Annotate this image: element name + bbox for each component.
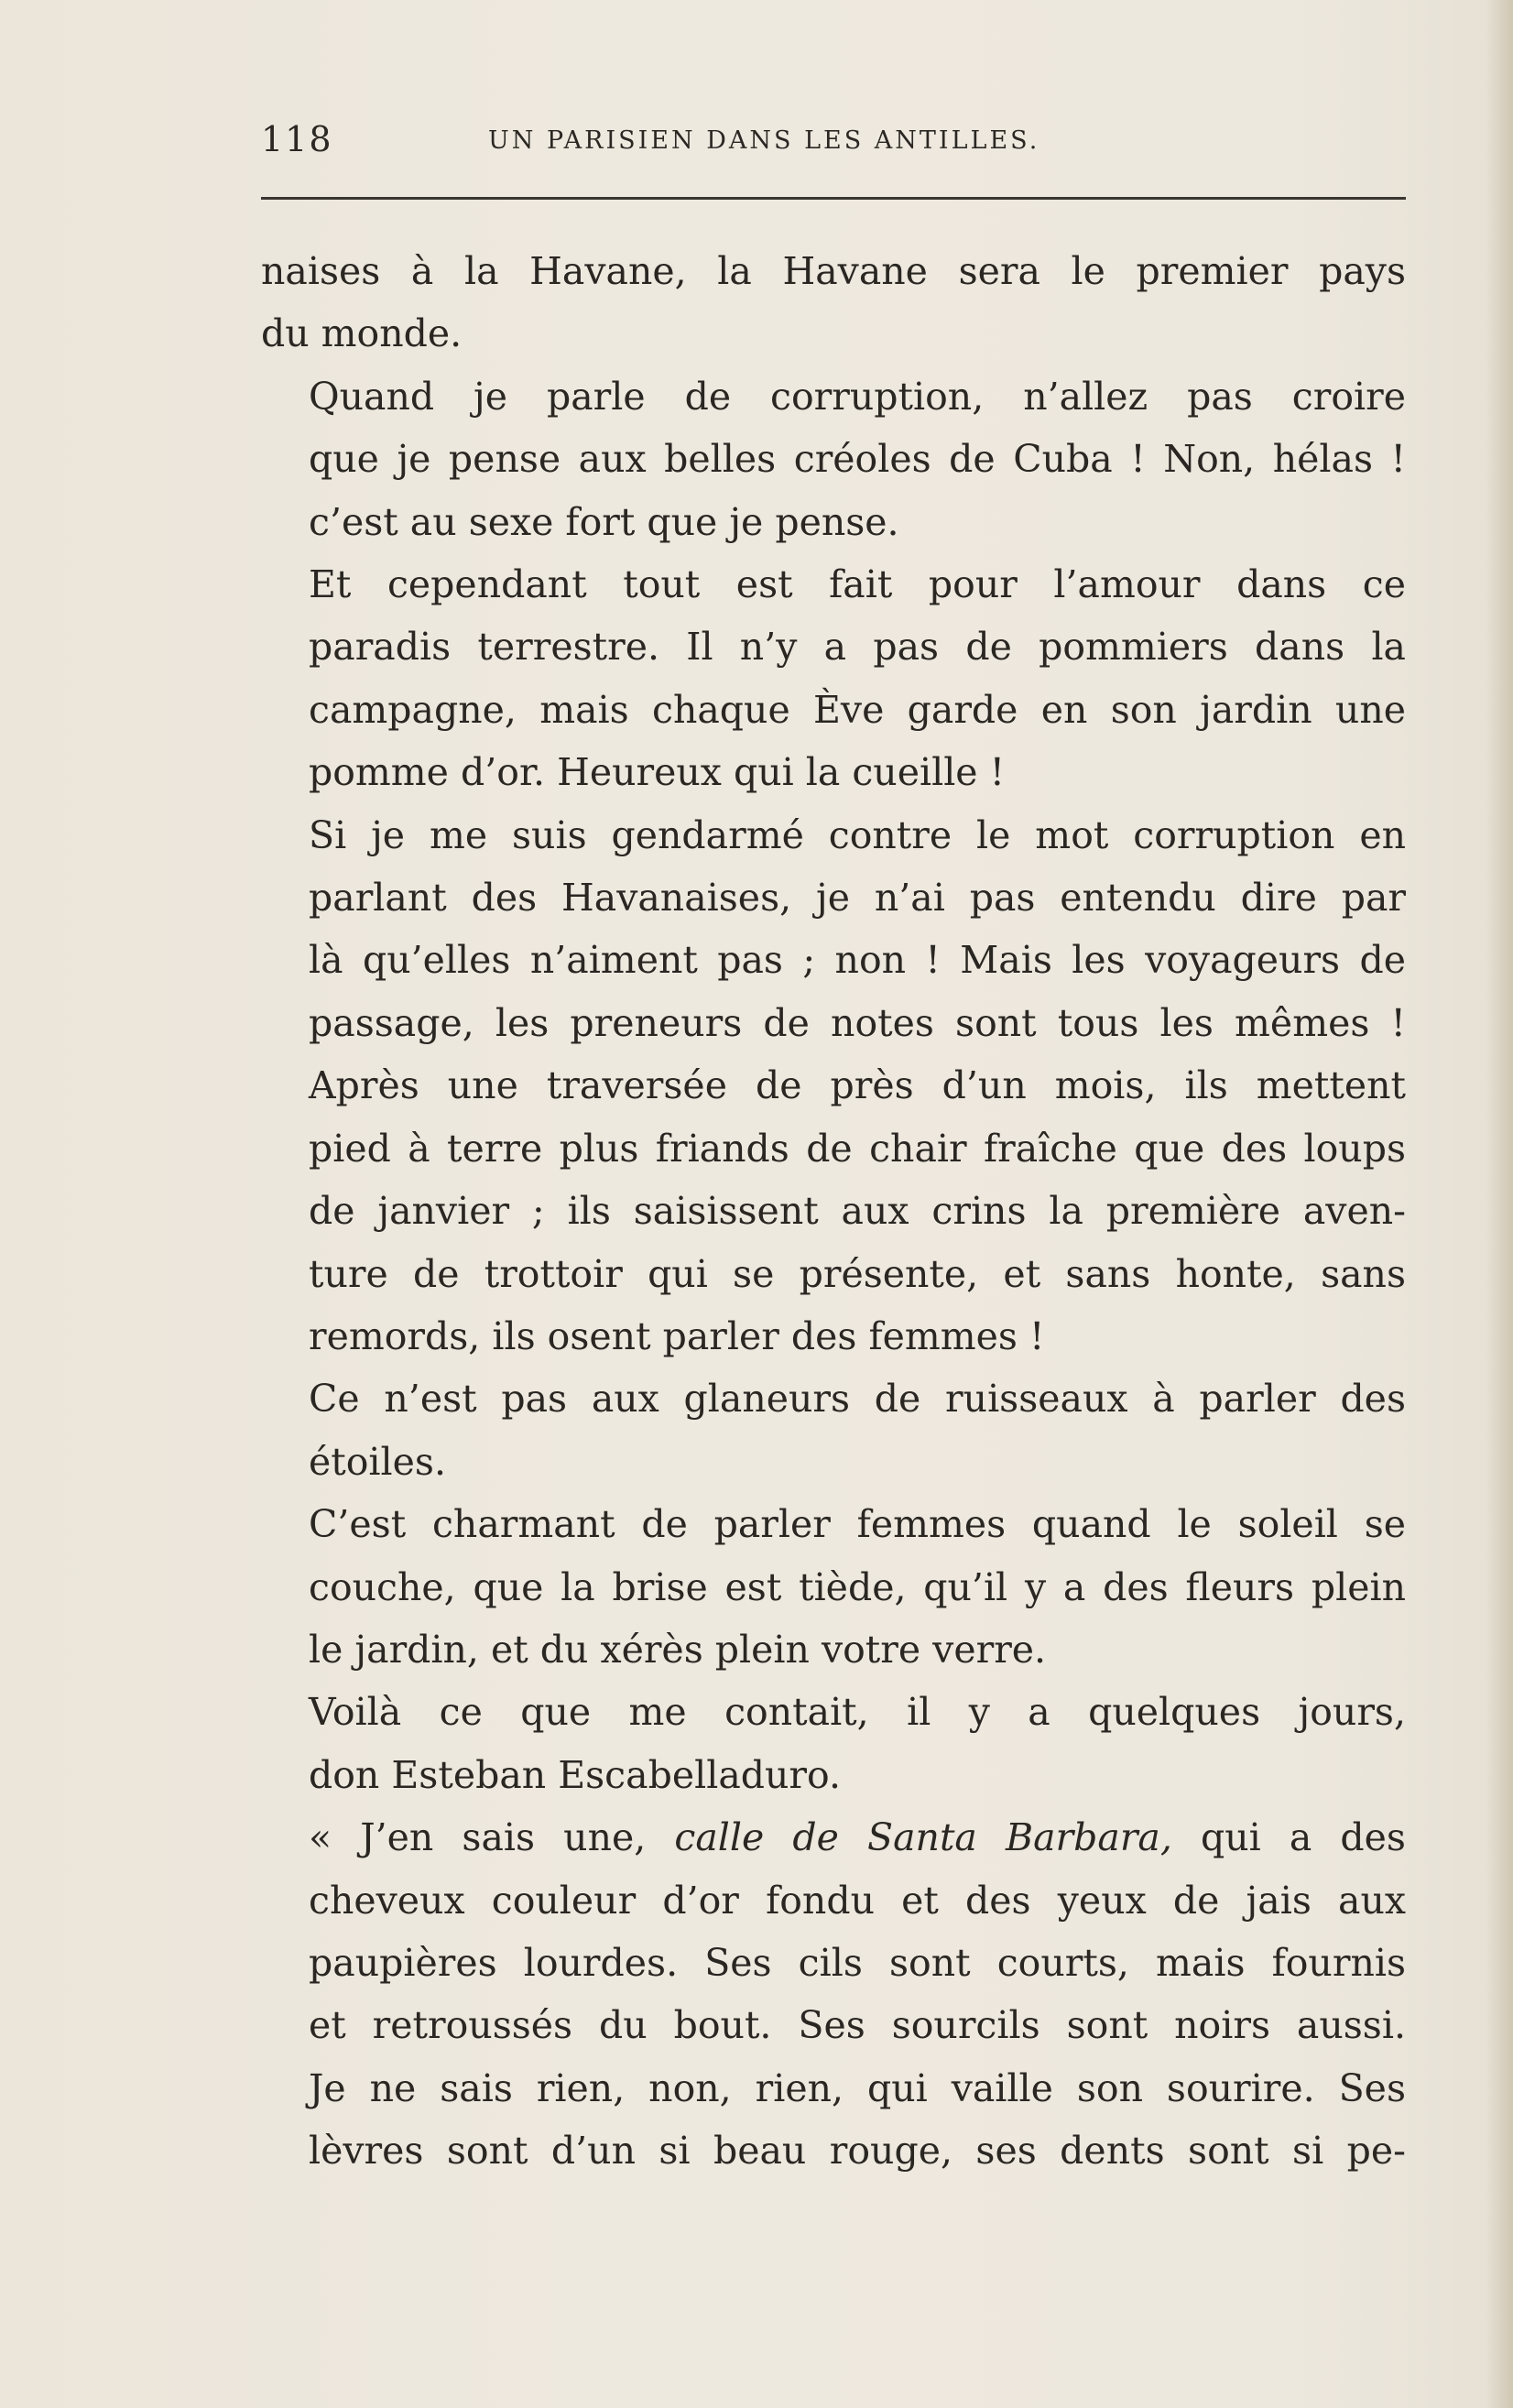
paragraph	[261, 804, 1406, 1368]
text-line: c’est au sexe fort que je pense.	[309, 499, 899, 544]
paragraph	[261, 1367, 1406, 1493]
text-line: paradis terrestre. Il n’y a pas de pommiers dans la	[309, 625, 1406, 670]
street-name: calle de Santa Barbara,	[674, 1815, 1172, 1860]
text-line: pied à terre plus friands de chair fraîche que des loups	[309, 1126, 1406, 1171]
text-line	[261, 1806, 1406, 1869]
text-line: que je pense aux belles créoles de Cuba ! Non, hélas !	[309, 437, 1406, 482]
text-line: Voilà ce que me contait, il y a quelques jours,	[309, 1690, 1406, 1735]
text-line: pomme d’or. Heureux qui la cueille !	[309, 750, 1006, 795]
text-line: Après une traversée de près d’un mois, ils mettent	[309, 1063, 1406, 1108]
text-line: et retroussés du bout. Ses sourcils sont noirs aussi.	[309, 2003, 1406, 2048]
text-line: paupières lourdes. Ses cils sont courts, mais fournis	[309, 1940, 1406, 1985]
text-line: Si je me suis gendarmé contre le mot corruption en	[309, 812, 1406, 857]
text-line: passage, les preneurs de notes sont tous les mêmes !	[309, 1000, 1406, 1045]
text-line: Quand je parle de corruption, n’allez pas croire	[309, 374, 1406, 419]
paragraph	[261, 365, 1406, 553]
paragraph	[261, 1806, 1406, 2182]
page-number: 118	[261, 119, 333, 159]
text-line: le jardin, et du xérès plein votre verre.	[309, 1627, 1047, 1672]
page-edge-shadow	[1486, 0, 1513, 2408]
quote-line-end: qui a des	[1171, 1815, 1406, 1860]
body-text	[261, 240, 1406, 2183]
quote-open-text: « J’en sais une,	[309, 1815, 675, 1860]
text-line: parlant des Havanaises, je n’ai pas entendu dire par	[309, 876, 1406, 921]
text-line: Je ne sais rien, non, rien, qui vaille son sourire. Ses	[309, 2065, 1406, 2110]
paragraph	[261, 553, 1406, 804]
header-rule	[261, 197, 1406, 200]
text-line: Ce n’est pas aux glaneurs de ruisseaux à parler des	[309, 1377, 1406, 1422]
text-line: Et cependant tout est fait pour l’amour dans ce	[309, 562, 1406, 607]
text-line: remords, ils osent parler des femmes !	[309, 1313, 1045, 1358]
text-line: C’est charmant de parler femmes quand le soleil se	[309, 1502, 1406, 1547]
text-line: couche, que la brise est tiède, qu’il y a des fleurs plein	[309, 1564, 1406, 1609]
text-line: étoiles.	[309, 1439, 446, 1484]
paragraph	[261, 1493, 1406, 1681]
text-line: naises à la Havane, la Havane sera le premier pays	[261, 249, 1406, 293]
text-line: lèvres sont d’un si beau rouge, ses dents sont si pe-	[309, 2129, 1406, 2174]
text-line: don Esteban Escabelladuro.	[309, 1752, 842, 1797]
text-line: cheveux couleur d’or fondu et des yeux de jais aux	[309, 1878, 1406, 1923]
text-line: de janvier ; ils saisissent aux crins la première aven-	[309, 1189, 1406, 1234]
text-line: là qu’elles n’aiment pas ; non ! Mais les voyageurs de	[309, 938, 1406, 983]
running-header	[261, 119, 1406, 174]
text-line: ture de trottoir qui se présente, et sans honte, sans	[309, 1251, 1406, 1296]
running-title: UN PARISIEN DANS LES ANTILLES.	[488, 126, 1040, 155]
paragraph	[261, 1681, 1406, 1806]
text-line: campagne, mais chaque Ève garde en son jardin une	[309, 687, 1406, 732]
paragraph	[261, 240, 1406, 365]
text-line: du monde.	[261, 311, 463, 356]
